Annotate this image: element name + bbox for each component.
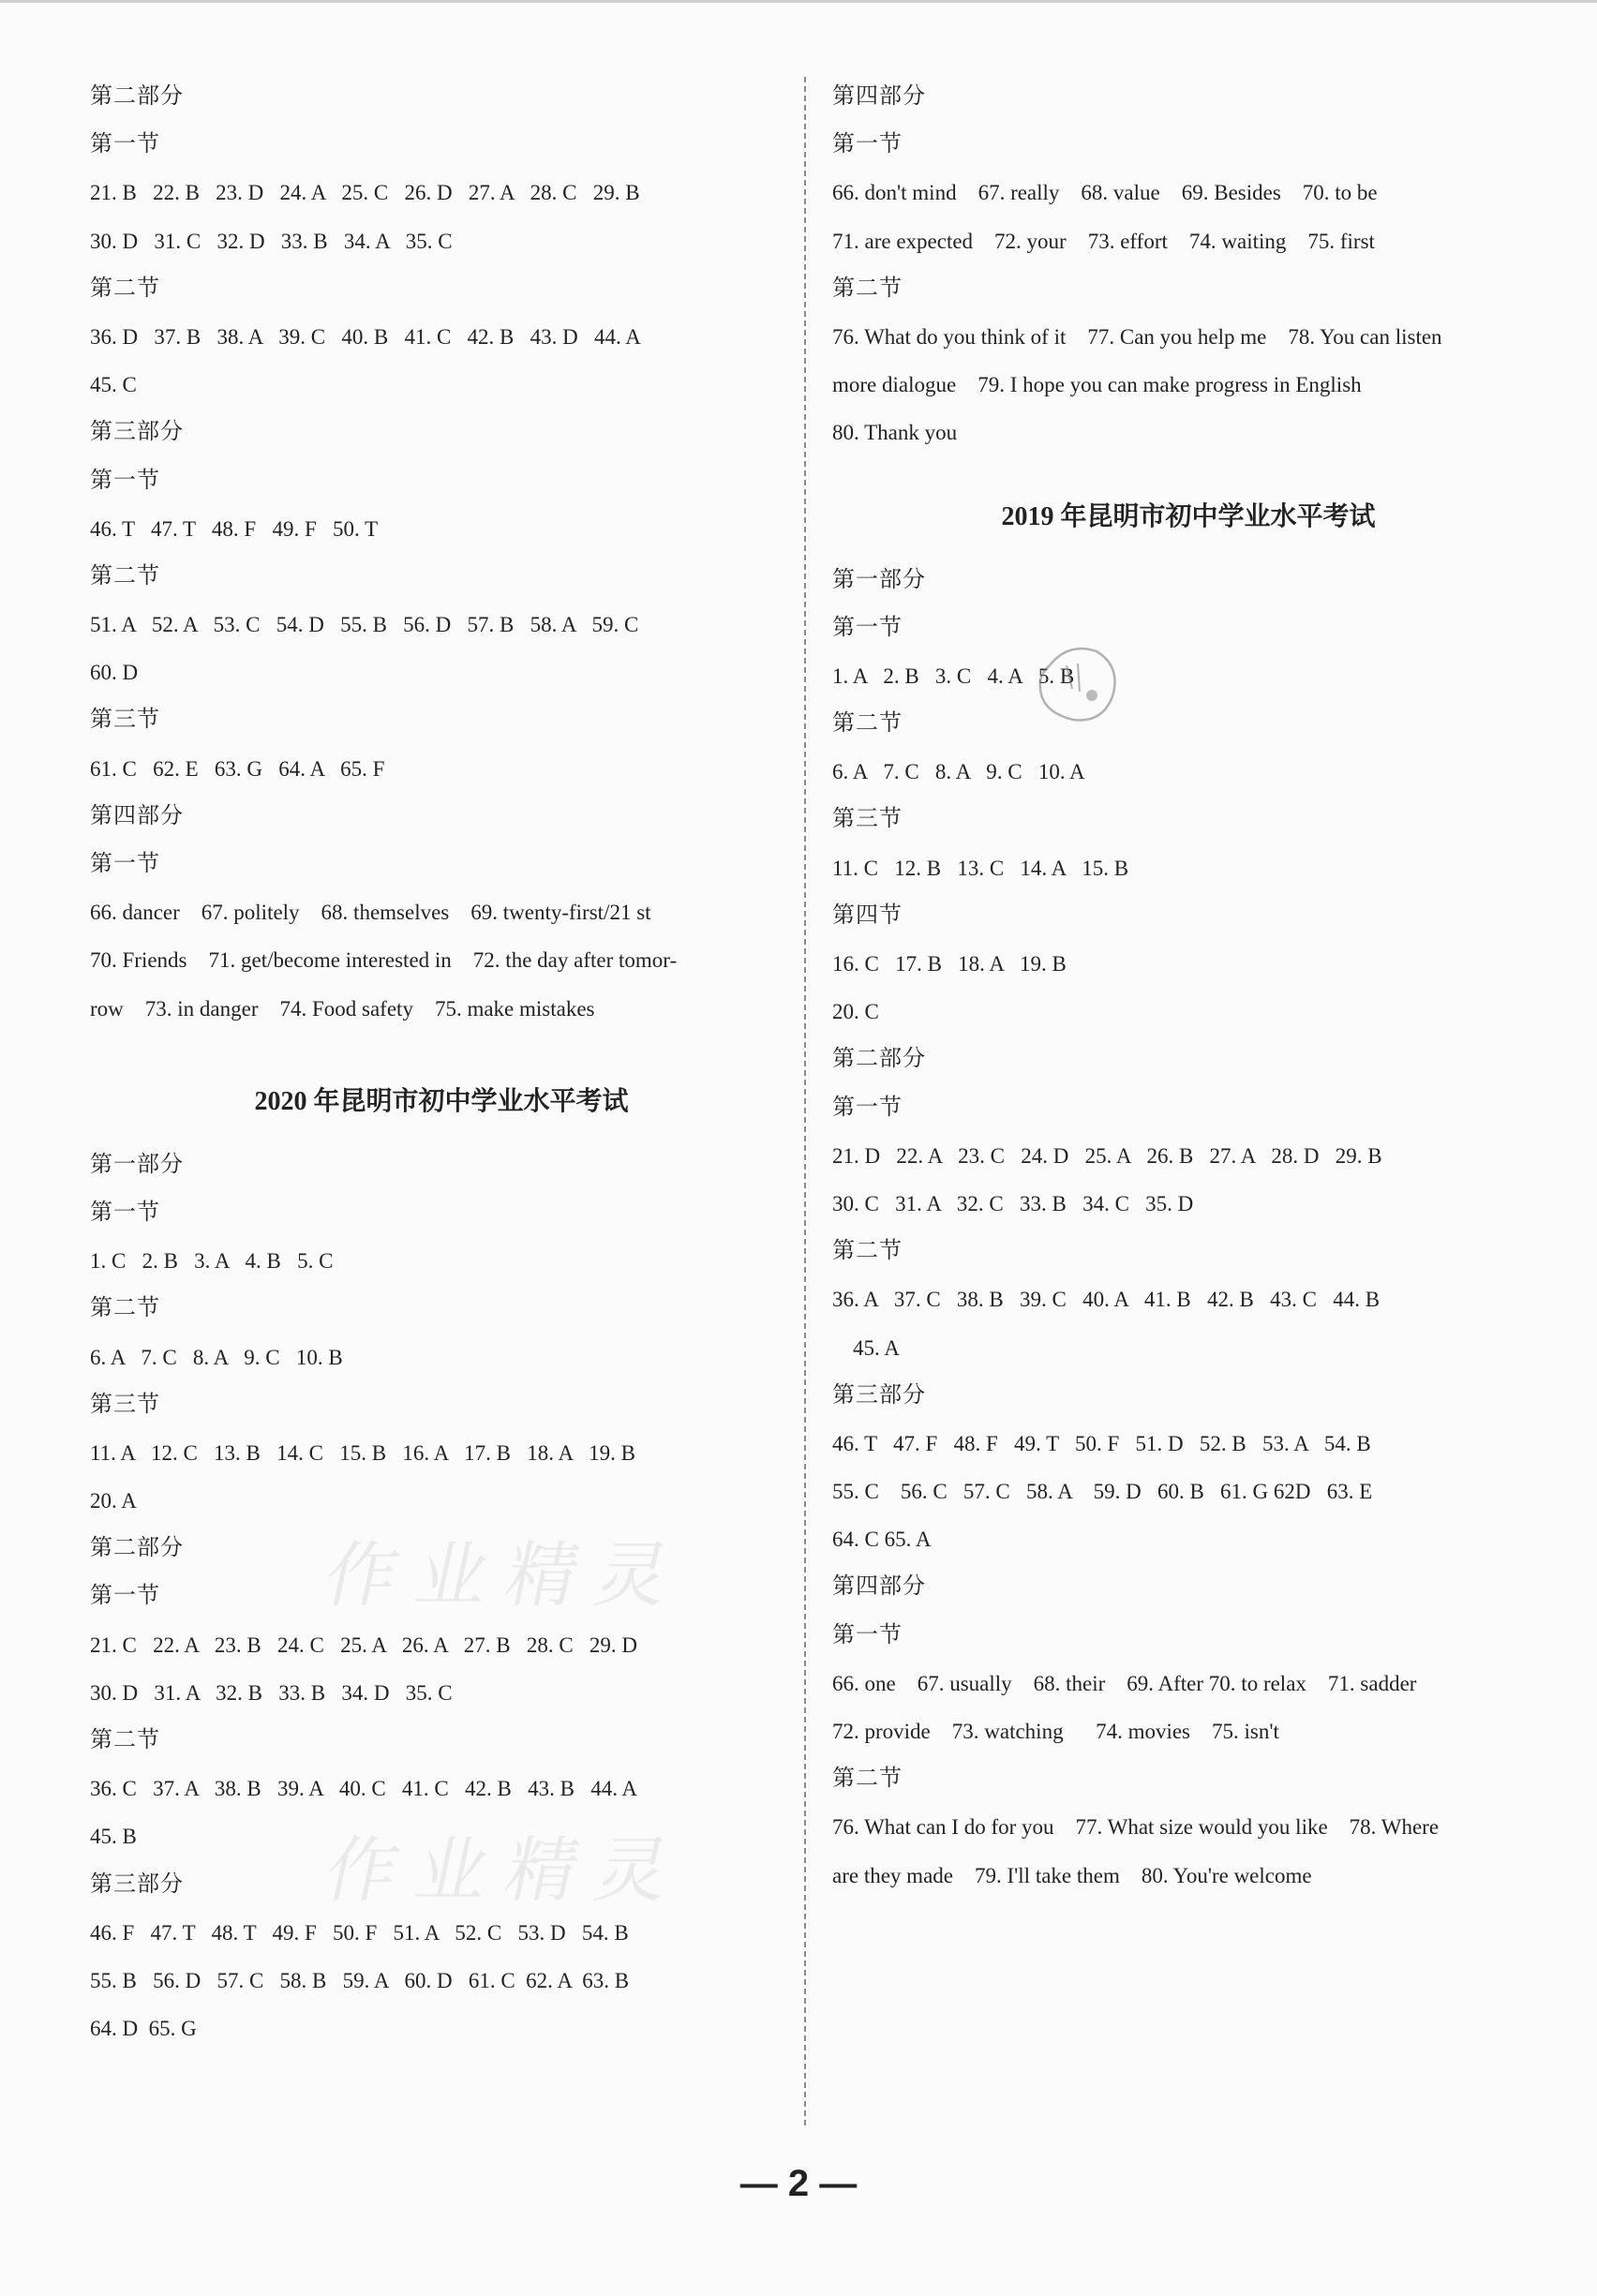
section-heading: 第二节	[90, 1728, 160, 1752]
watermark-2: 作业精灵	[318, 1828, 696, 1912]
answer-line: 21. B 22. B 23. D 24. A 25. C 26. D 27. A 28. C 29. B	[90, 181, 640, 205]
answer-line: 55. B 56. D 57. C 58. B 59. A 60. D 61. C 62. A 63. B	[90, 1968, 630, 1992]
answer-line: 30. D 31. C 32. D 33. B 34. A 35. C	[90, 229, 453, 253]
section-heading: 第一节	[832, 1095, 903, 1120]
answer-line: are they made 79. I'll take them 80. You're welcome	[832, 1863, 1312, 1887]
section-heading: 第二节	[832, 1767, 903, 1792]
watermark-1: 作业精灵	[318, 1533, 696, 1617]
answer-line: row 73. in danger 74. Food safety 75. make mistakes	[90, 996, 595, 1021]
answer-line: 64. D 65. G	[90, 2017, 197, 2041]
answer-line: 1. A 2. B 3. C 4. A 5. B	[832, 663, 1075, 688]
answer-line: 36. A 37. C 38. B 39. C 40. A 41. B 42. B 43. C 44. B	[832, 1288, 1381, 1312]
section-heading: 第三节	[90, 708, 160, 733]
section-heading: 第二部分	[90, 1536, 184, 1561]
section-heading: 第一节	[832, 1622, 903, 1647]
answer-line: 16. C 17. B 18. A 19. B	[832, 952, 1067, 976]
answer-line: 30. D 31. A 32. B 33. B 34. D 35. C	[90, 1680, 453, 1705]
answer-line: 20. A	[90, 1489, 137, 1513]
section-heading: 第四部分	[90, 803, 184, 828]
section-heading: 第一部分	[832, 567, 926, 592]
section-heading: 第一节	[832, 615, 903, 640]
answer-line: 66. one 67. usually 68. their 69. After 70. to relax 71. sadder	[832, 1671, 1417, 1695]
answer-line: 20. C	[832, 1000, 879, 1024]
answer-line: 80. Thank you	[832, 421, 958, 445]
answer-line: 55. C 56. C 57. C 58. A 59. D 60. B 61. G 62D 63. E	[832, 1480, 1373, 1504]
section-heading: 第四节	[832, 902, 903, 928]
section-heading: 第二部分	[832, 1047, 926, 1072]
top-border	[0, 0, 1597, 3]
section-heading: 第一节	[90, 1200, 160, 1225]
answer-line: 30. C 31. A 32. C 33. B 34. C 35. D	[832, 1191, 1194, 1215]
answer-line: 1. C 2. B 3. A 4. B 5. C	[90, 1249, 334, 1274]
section-heading: 第二节	[90, 276, 160, 301]
answer-line: 71. are expected 72. your 73. effort 74. waiting 75. first	[832, 229, 1375, 253]
page-number: — 2 —	[739, 2163, 858, 2204]
section-heading: 第一节	[832, 132, 903, 157]
answer-line: 51. A 52. A 53. C 54. D 55. B 56. D 57. B 58. A 59. C	[90, 613, 639, 637]
answer-line: 66. dancer 67. politely 68. themselves 69. twenty-first/21 st	[90, 901, 651, 925]
answer-line: 6. A 7. C 8. A 9. C 10. B	[90, 1345, 343, 1369]
answer-line: 46. F 47. T 48. T 49. F 50. F 51. A 52. C 53. D 54. B	[90, 1920, 629, 1945]
section-heading: 第二部分	[90, 84, 184, 109]
answer-line: 36. C 37. A 38. B 39. A 40. C 41. C 42. B 43. B 44. A	[90, 1777, 638, 1801]
right-column	[832, 73, 1545, 1900]
answer-line: 21. C 22. A 23. B 24. C 25. A 26. A 27. B 28. C 29. D	[90, 1633, 638, 1657]
section-heading: 第三部分	[90, 420, 184, 445]
section-heading: 第一节	[90, 468, 160, 493]
answer-line: 46. T 47. F 48. F 49. T 50. F 51. D 52. B 53. A 54. B	[832, 1431, 1371, 1455]
section-heading: 第二节	[832, 711, 903, 737]
answer-line: 60. D	[90, 661, 139, 685]
section-heading: 第三部分	[832, 1382, 926, 1408]
answer-line: 70. Friends 71. get/become interested in 72. the day after tomor-	[90, 948, 678, 973]
section-heading: 第二节	[832, 276, 903, 301]
left-column	[90, 73, 793, 2052]
answer-line: 11. A 12. C 13. B 14. C 15. B 16. A 17. B 18. A 19. B	[90, 1440, 635, 1465]
section-heading: 第二节	[90, 563, 160, 589]
section-heading: 第三部分	[90, 1871, 184, 1897]
section-heading: 第一节	[90, 852, 160, 876]
section-heading: 第二节	[90, 1296, 160, 1321]
answer-line: 21. D 22. A 23. C 24. D 25. A 26. B 27. A 28. D 29. B	[832, 1143, 1382, 1168]
section-heading: 第一节	[90, 132, 160, 157]
answer-line: 36. D 37. B 38. A 39. C 40. B 41. C 42. B 43. D 44. A	[90, 324, 641, 349]
section-heading: 第四部分	[832, 1574, 926, 1600]
answer-line: 6. A 7. C 8. A 9. C 10. A	[832, 760, 1085, 784]
answer-line: 61. C 62. E 63. G 64. A 65. F	[90, 756, 385, 781]
answer-line: 64. C 65. A	[832, 1528, 932, 1552]
section-heading: 第三节	[90, 1392, 160, 1417]
section-heading: 第一部分	[90, 1152, 184, 1177]
exam-title: 2019 年昆明市初中学业水平考试	[1001, 501, 1376, 531]
stamp-logo-icon	[1031, 637, 1125, 731]
answer-line: 72. provide 73. watching 74. movies 75. isn't	[832, 1720, 1279, 1743]
answer-line: 45. B	[90, 1825, 137, 1849]
section-heading: 第三节	[832, 807, 903, 832]
answer-line: more dialogue 79. I hope you can make progress in English	[832, 373, 1362, 397]
answer-line: 76. What do you think of it 77. Can you help me 78. You can listen	[832, 324, 1442, 349]
answer-line: 45. A	[853, 1335, 900, 1360]
section-heading: 第二节	[832, 1239, 903, 1264]
answer-line: 66. don't mind 67. really 68. value 69. Besides 70. to be	[832, 181, 1378, 205]
answer-line: 45. C	[90, 373, 137, 397]
column-divider	[804, 77, 806, 2125]
section-heading: 第四部分	[832, 84, 926, 109]
answer-line: 11. C 12. B 13. C 14. A 15. B	[832, 856, 1129, 880]
answer-line: 46. T 47. T 48. F 49. F 50. T	[90, 516, 379, 541]
section-heading: 第一节	[90, 1584, 160, 1609]
exam-title: 2020 年昆明市初中学业水平考试	[254, 1086, 629, 1116]
answer-line: 76. What can I do for you 77. What size would you like 78. Where	[832, 1815, 1440, 1840]
